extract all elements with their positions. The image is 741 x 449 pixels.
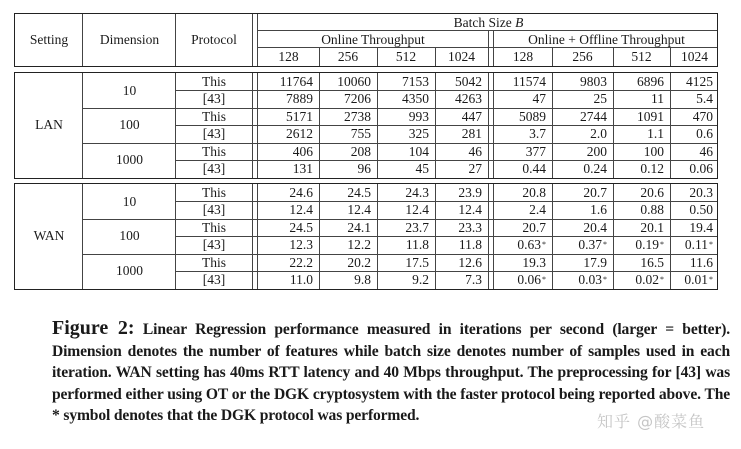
header-online-size: 1024 bbox=[448, 48, 475, 64]
online-value: 24.3 bbox=[405, 184, 429, 200]
total-value: 0.06 * bbox=[517, 271, 546, 287]
total-value: 470 bbox=[692, 108, 713, 124]
online-value: 4263 bbox=[455, 91, 482, 107]
online-value: 11.8 bbox=[405, 237, 429, 253]
online-value: 23.7 bbox=[405, 219, 429, 235]
total-value: 5.4 bbox=[696, 91, 713, 107]
table-row bbox=[15, 254, 717, 271]
total-value: 2.4 bbox=[529, 202, 546, 218]
total-value: 46 bbox=[699, 143, 713, 159]
online-value: 208 bbox=[350, 143, 371, 159]
dimension-label: 100 bbox=[119, 117, 140, 133]
online-value: 23.3 bbox=[458, 219, 482, 235]
total-value: 20.8 bbox=[522, 184, 546, 200]
dimension-label: 10 bbox=[122, 82, 137, 98]
online-value: 12.6 bbox=[458, 254, 482, 270]
dimension-label: 10 bbox=[122, 193, 137, 209]
total-value: 0.24 bbox=[583, 160, 607, 176]
online-value: 24.6 bbox=[289, 184, 313, 200]
online-value: 12.2 bbox=[347, 237, 371, 253]
total-value: 0.63 * bbox=[517, 237, 546, 253]
total-value: 0.44 bbox=[522, 160, 546, 176]
setting-label: WAN bbox=[33, 228, 65, 244]
protocol-label: [43] bbox=[202, 202, 226, 218]
total-value: 1091 bbox=[637, 108, 664, 124]
table-block-wan bbox=[14, 183, 718, 290]
total-value: 20.6 bbox=[640, 184, 664, 200]
protocol-label: This bbox=[201, 108, 226, 124]
protocol-label: [43] bbox=[202, 271, 226, 287]
watermark: 知乎 @酸菜鱼 bbox=[597, 412, 706, 431]
online-value: 27 bbox=[468, 160, 482, 176]
table-row bbox=[15, 184, 717, 201]
online-value: 17.5 bbox=[405, 254, 429, 270]
online-value: 325 bbox=[408, 126, 429, 142]
total-value: 0.50 bbox=[689, 202, 713, 218]
table-row bbox=[15, 73, 717, 90]
header-online-offline-throughput: Online + Offline Throughput bbox=[528, 31, 685, 47]
online-value: 24.1 bbox=[347, 219, 371, 235]
caption-text: Linear Regression performance measured in iterations per second (larger = better). Dimension denotes the number of features while batch size denotes number of samples used in each iteration. WAN setting has 40ms RTT latency and 40 Mbps throughput. The preprocessing for [43] was performed either using OT or the DGK cryptosystem with the faster protocol being reported above. The * symbol denotes that the DGK protocol was performed. bbox=[52, 321, 731, 424]
online-value: 447 bbox=[461, 108, 482, 124]
online-value: 9.2 bbox=[412, 271, 429, 287]
online-value: 5042 bbox=[455, 73, 482, 89]
online-value: 2612 bbox=[286, 126, 313, 142]
table-row bbox=[15, 160, 717, 177]
protocol-label: This bbox=[201, 184, 226, 200]
header-total-size: 256 bbox=[572, 48, 593, 64]
online-value: 12.4 bbox=[405, 202, 429, 218]
table-row bbox=[15, 143, 717, 160]
online-value: 7153 bbox=[402, 73, 429, 89]
header-total-size: 1024 bbox=[681, 48, 708, 64]
protocol-label: This bbox=[201, 73, 226, 89]
online-value: 11.8 bbox=[458, 237, 482, 253]
online-value: 7.3 bbox=[465, 271, 482, 287]
header-total-size: 512 bbox=[631, 48, 652, 64]
online-value: 9.8 bbox=[354, 271, 371, 287]
total-value: 9803 bbox=[580, 73, 607, 89]
total-value: 2.0 bbox=[590, 126, 607, 142]
total-value: 0.19 * bbox=[635, 237, 664, 253]
total-value: 0.12 bbox=[640, 160, 664, 176]
online-value: 406 bbox=[292, 143, 313, 159]
online-value: 23.9 bbox=[458, 184, 482, 200]
protocol-label: [43] bbox=[202, 91, 226, 107]
total-value: 20.7 bbox=[522, 219, 546, 235]
online-value: 5171 bbox=[286, 108, 313, 124]
total-value: 0.88 bbox=[640, 202, 664, 218]
online-value: 45 bbox=[415, 160, 429, 176]
online-value: 24.5 bbox=[347, 184, 371, 200]
total-value: 377 bbox=[525, 143, 546, 159]
total-value: 0.11 * bbox=[684, 237, 713, 253]
protocol-label: [43] bbox=[202, 160, 226, 176]
table-block-lan bbox=[14, 72, 718, 179]
total-value: 19.4 bbox=[689, 219, 713, 235]
total-value: 17.9 bbox=[583, 254, 607, 270]
table-row bbox=[15, 201, 717, 218]
protocol-label: [43] bbox=[202, 126, 226, 142]
total-value: 200 bbox=[586, 143, 607, 159]
online-value: 2738 bbox=[344, 108, 371, 124]
table-row bbox=[15, 271, 717, 288]
total-value: 25 bbox=[593, 91, 607, 107]
online-value: 11.0 bbox=[289, 271, 313, 287]
online-value: 24.5 bbox=[289, 219, 313, 235]
total-value: 47 bbox=[532, 91, 546, 107]
total-value: 0.06 bbox=[689, 160, 713, 176]
header-online-size: 128 bbox=[278, 48, 299, 64]
total-value: 0.37 * bbox=[578, 237, 607, 253]
protocol-label: This bbox=[201, 254, 226, 270]
table-row bbox=[15, 236, 717, 253]
online-value: 11764 bbox=[279, 73, 313, 89]
online-value: 12.4 bbox=[458, 202, 482, 218]
dimension-label: 100 bbox=[119, 228, 140, 244]
header-online-size: 256 bbox=[337, 48, 359, 64]
table-row bbox=[15, 219, 717, 236]
online-value: 7206 bbox=[344, 91, 371, 107]
protocol-label: [43] bbox=[202, 237, 226, 253]
header-online-size: 512 bbox=[395, 48, 417, 64]
total-value: 19.3 bbox=[522, 254, 546, 270]
total-value: 11 bbox=[651, 91, 664, 107]
online-value: 4350 bbox=[402, 91, 429, 107]
total-value: 20.3 bbox=[689, 184, 713, 200]
online-value: 131 bbox=[292, 160, 313, 176]
online-value: 12.3 bbox=[289, 237, 313, 253]
total-value: 5089 bbox=[519, 108, 546, 124]
table-header bbox=[14, 13, 718, 67]
total-value: 3.7 bbox=[529, 126, 546, 142]
setting-label: LAN bbox=[35, 117, 63, 133]
table-row bbox=[15, 108, 717, 125]
total-value: 0.03 * bbox=[578, 271, 607, 287]
total-value: 2744 bbox=[580, 108, 607, 124]
protocol-label: This bbox=[201, 143, 226, 159]
table-row bbox=[15, 125, 717, 142]
header-online-throughput: Online Throughput bbox=[321, 31, 425, 47]
total-value: 4125 bbox=[686, 73, 713, 89]
online-value: 20.2 bbox=[347, 254, 371, 270]
online-value: 12.4 bbox=[289, 202, 313, 218]
online-value: 755 bbox=[350, 126, 371, 142]
online-value: 993 bbox=[408, 108, 429, 124]
figure-label: Figure 2: bbox=[52, 317, 135, 339]
total-value: 0.01 * bbox=[684, 271, 713, 287]
table-row bbox=[15, 90, 717, 107]
total-value: 1.1 bbox=[647, 126, 664, 142]
online-value: 104 bbox=[408, 143, 429, 159]
header-total-size: 128 bbox=[512, 48, 534, 64]
total-value: 16.5 bbox=[640, 254, 664, 270]
online-value: 96 bbox=[357, 160, 371, 176]
online-value: 12.4 bbox=[347, 202, 371, 218]
total-value: 20.1 bbox=[640, 219, 664, 235]
total-value: 20.7 bbox=[583, 184, 607, 200]
online-value: 10060 bbox=[337, 73, 371, 89]
total-value: 100 bbox=[643, 143, 664, 159]
total-value: 0.02 * bbox=[635, 271, 664, 287]
total-value: 0.6 bbox=[696, 126, 713, 142]
header-setting: Setting bbox=[29, 31, 69, 47]
online-value: 281 bbox=[461, 126, 482, 142]
total-value: 6896 bbox=[637, 73, 664, 89]
header-protocol: Protocol bbox=[191, 31, 237, 47]
total-value: 20.4 bbox=[583, 219, 607, 235]
total-value: 1.6 bbox=[590, 202, 607, 218]
total-value: 11.6 bbox=[689, 254, 713, 270]
dimension-label: 1000 bbox=[116, 152, 143, 168]
header-batch-size: Batch Size B bbox=[453, 14, 524, 30]
online-value: 46 bbox=[468, 143, 482, 159]
header-dimension: Dimension bbox=[99, 31, 160, 47]
dimension-label: 1000 bbox=[116, 263, 143, 279]
protocol-label: This bbox=[201, 219, 226, 235]
online-value: 7889 bbox=[286, 91, 313, 107]
online-value: 22.2 bbox=[289, 254, 313, 270]
total-value: 11574 bbox=[512, 73, 546, 89]
